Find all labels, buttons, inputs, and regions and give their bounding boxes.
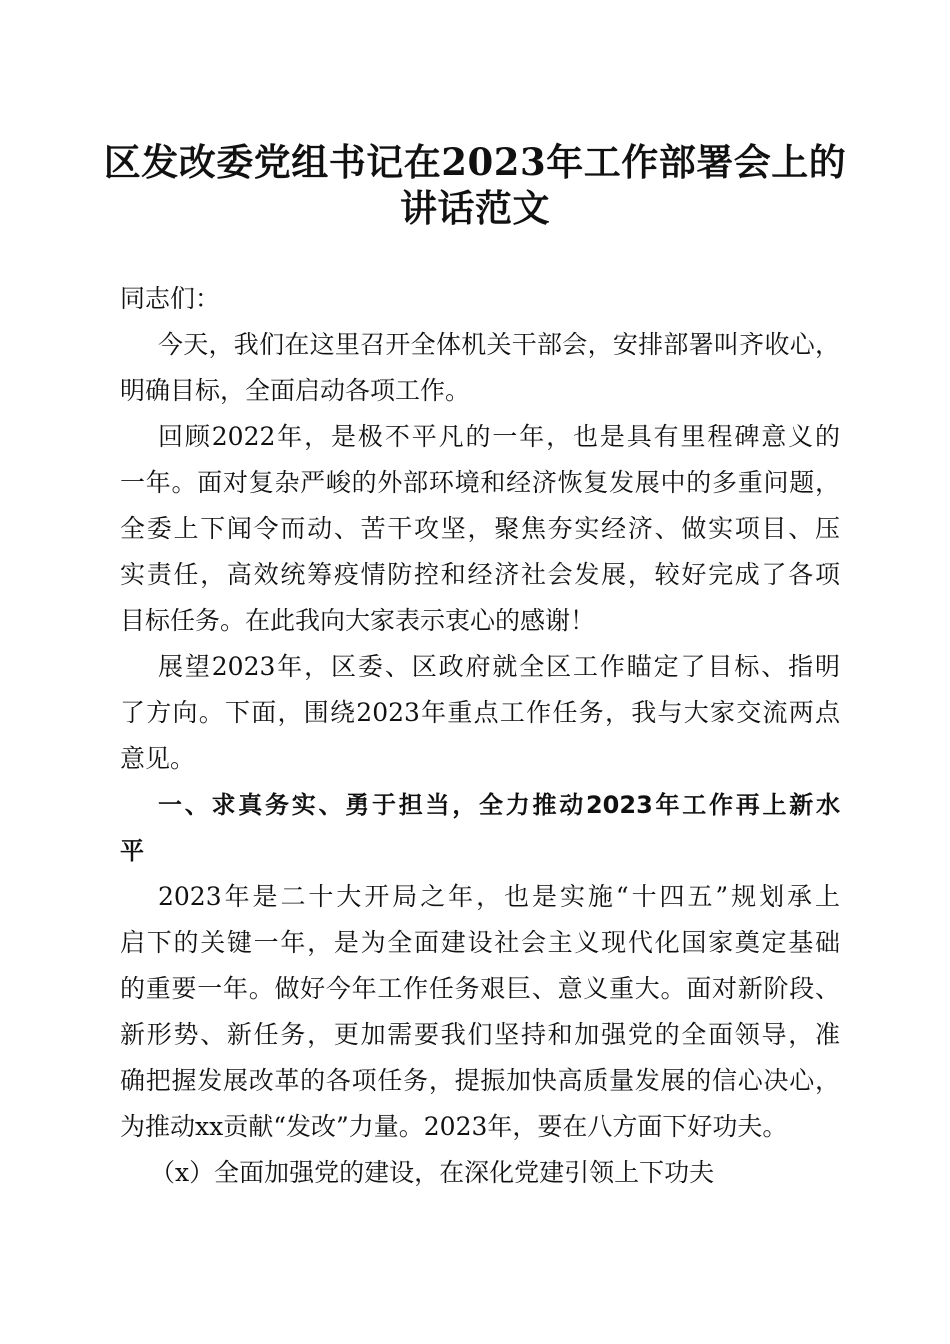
paragraph-4-line-1: 2023年是二十大开局之年，也是实施“十四五”规划承上 [158,882,840,911]
paragraph-3-line-3: 意见。 [120,744,196,773]
paragraph-2-line-5: 目标任务。在此我向大家表示衷心的感谢！ [120,606,596,635]
paragraph-3-line-1: 展望2023年，区委、区政府就全区工作瞄定了目标、指明 [158,652,840,681]
paragraph-4-line-3: 的重要一年。做好今年工作任务艰巨、意义重大。面对新阶段、 [120,974,840,1003]
paragraph-3-line-2: 了方向。下面，围绕2023年重点工作任务，我与大家交流两点 [120,698,840,727]
paragraph-2-line-3: 全委上下闻令而动、苦干攻坚，聚焦夯实经济、做实项目、压 [120,514,840,543]
paragraph-1-line-2: 明确目标，全面启动各项工作。 [120,376,471,405]
document-title-line-1: 区发改委党组书记在2023年工作部署会上的 [103,140,847,184]
paragraph-4-line-2: 启下的关键一年，是为全面建设社会主义现代化国家奠定基础 [120,928,840,957]
section-heading-line-1: 一、求真务实、勇于担当，全力推动2023年工作再上新水 [158,791,840,819]
paragraph-4-line-4: 新形势、新任务，更加需要我们坚持和加强党的全面领导，准 [120,1020,840,1049]
section-heading-line-2: 平 [120,837,144,865]
paragraph-2-line-4: 实责任，高效统筹疫情防控和经济社会发展，较好完成了各项 [120,560,840,589]
document-title-line-2: 讲话范文 [400,186,550,230]
paragraph-2-line-2: 一年。面对复杂严峻的外部环境和经济恢复发展中的多重问题， [120,468,840,497]
subsection-heading: （x）全面加强党的建设，在深化党建引领上下功夫 [150,1158,715,1187]
paragraph-1-line-1: 今天，我们在这里召开全体机关干部会，安排部署叫齐收心， [158,330,840,359]
paragraph-4-line-6: 为推动xx贡献“发改”力量。2023年，要在八方面下好功夫。 [120,1112,788,1141]
salutation: 同志们： [120,284,221,313]
paragraph-2-line-1: 回顾2022年，是极不平凡的一年，也是具有里程碑意义的 [158,422,840,451]
paragraph-4-line-5: 确把握发展改革的各项任务，提振加快高质量发展的信心决心， [120,1066,840,1095]
